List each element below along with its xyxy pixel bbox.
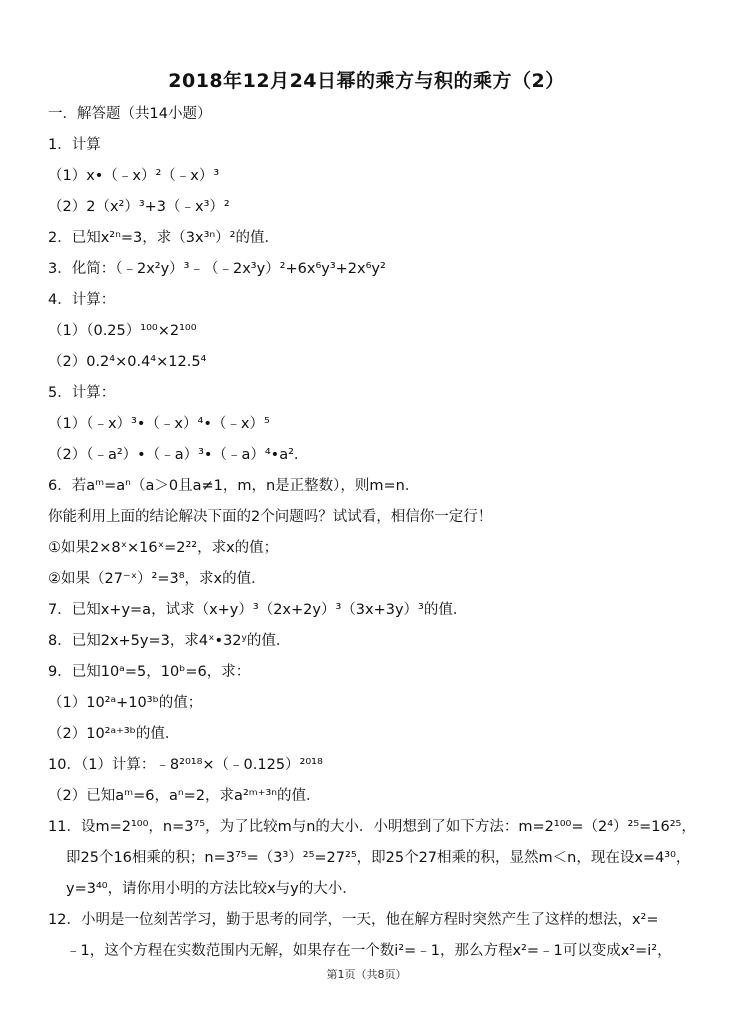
page-title: 2018年12月24日幂的乘方与积的乘方（2）	[168, 70, 565, 92]
question-5: 5．计算：	[48, 385, 116, 401]
question-4-part-1: （1）（0.25）¹⁰⁰×2¹⁰⁰	[48, 323, 197, 339]
question-10-part-1: 10．（1）计算：﹣8²⁰¹⁸×（﹣0.125）²⁰¹⁸	[48, 757, 323, 773]
question-11-line-3: y=3⁴⁰，请你用小明的方法比较x与y的大小．	[66, 881, 357, 897]
question-11-line-1: 11．设m=2¹⁰⁰，n=3⁷⁵，为了比较m与n的大小．小明想到了如下方法：m=2¹⁰⁰=（2⁴）²⁵=16²⁵，	[48, 819, 696, 835]
question-5-part-2: （2）（﹣a²）•（﹣a）³•（﹣a）⁴•a².	[48, 447, 299, 463]
question-2: 2．已知x²ⁿ=3，求（3x³ⁿ）²的值．	[48, 230, 279, 246]
question-6-prompt: 你能利用上面的结论解决下面的2个问题吗？试试看，相信你一定行！	[48, 509, 493, 525]
question-11-line-2: 即25个16相乘的积；n=3⁷⁵=（3³）²⁵=27²⁵，即25个27相乘的积，显然m＜n，现在设x=4³⁰，	[66, 850, 691, 866]
question-10-part-2: （2）已知aᵐ=6，aⁿ=2，求a²ᵐ⁺³ⁿ的值．	[48, 788, 321, 804]
question-6-part-2: ②如果（27⁻ˣ）²=3⁸，求x的值．	[48, 571, 266, 587]
question-1-part-1: （1）x•（﹣x）²（﹣x）³	[48, 168, 220, 184]
question-9: 9．已知10ᵃ=5，10ᵇ=6，求：	[48, 664, 251, 680]
question-1: 1．计算	[48, 137, 101, 153]
page-footer: 第1页（共8页）	[326, 968, 407, 981]
question-9-part-2: （2）10²ᵃ⁺³ᵇ的值．	[48, 726, 180, 742]
question-6-part-1: ①如果2×8ˣ×16ˣ=2²²，求x的值；	[48, 540, 279, 556]
question-12-line-1: 12．小明是一位刻苦学习，勤于思考的同学，一天，他在解方程时突然产生了这样的想法，x²=	[48, 912, 659, 928]
section-heading: 一．解答题（共14小题）	[48, 106, 212, 122]
question-4-part-2: （2）0.2⁴×0.4⁴×12.5⁴	[48, 354, 207, 370]
question-12-line-2: ﹣1，这个方程在实数范围内无解，如果存在一个数i²=﹣1，那么方程x²=﹣1可以变成x²=i²，	[66, 943, 672, 959]
question-1-part-2: （2）2（x²）³+3（﹣x³）²	[48, 199, 230, 215]
question-9-part-1: （1）10²ᵃ+10³ᵇ的值；	[48, 695, 203, 711]
question-8: 8．已知2x+5y=3，求4ˣ•32ʸ的值．	[48, 633, 291, 649]
question-4: 4．计算：	[48, 292, 116, 308]
question-3: 3．化简：（﹣2x²y）³﹣（﹣2x³y）²+6x⁶y³+2x⁶y²	[48, 261, 386, 277]
question-7: 7．已知x+y=a，试求（x+y）³（2x+2y）³（3x+3y）³的值．	[48, 602, 468, 618]
question-6: 6．若aᵐ=aⁿ（a＞0且a≠1，m，n是正整数），则m=n．	[48, 478, 420, 494]
question-5-part-1: （1）（﹣x）³•（﹣x）⁴•（﹣x）⁵	[48, 416, 270, 432]
